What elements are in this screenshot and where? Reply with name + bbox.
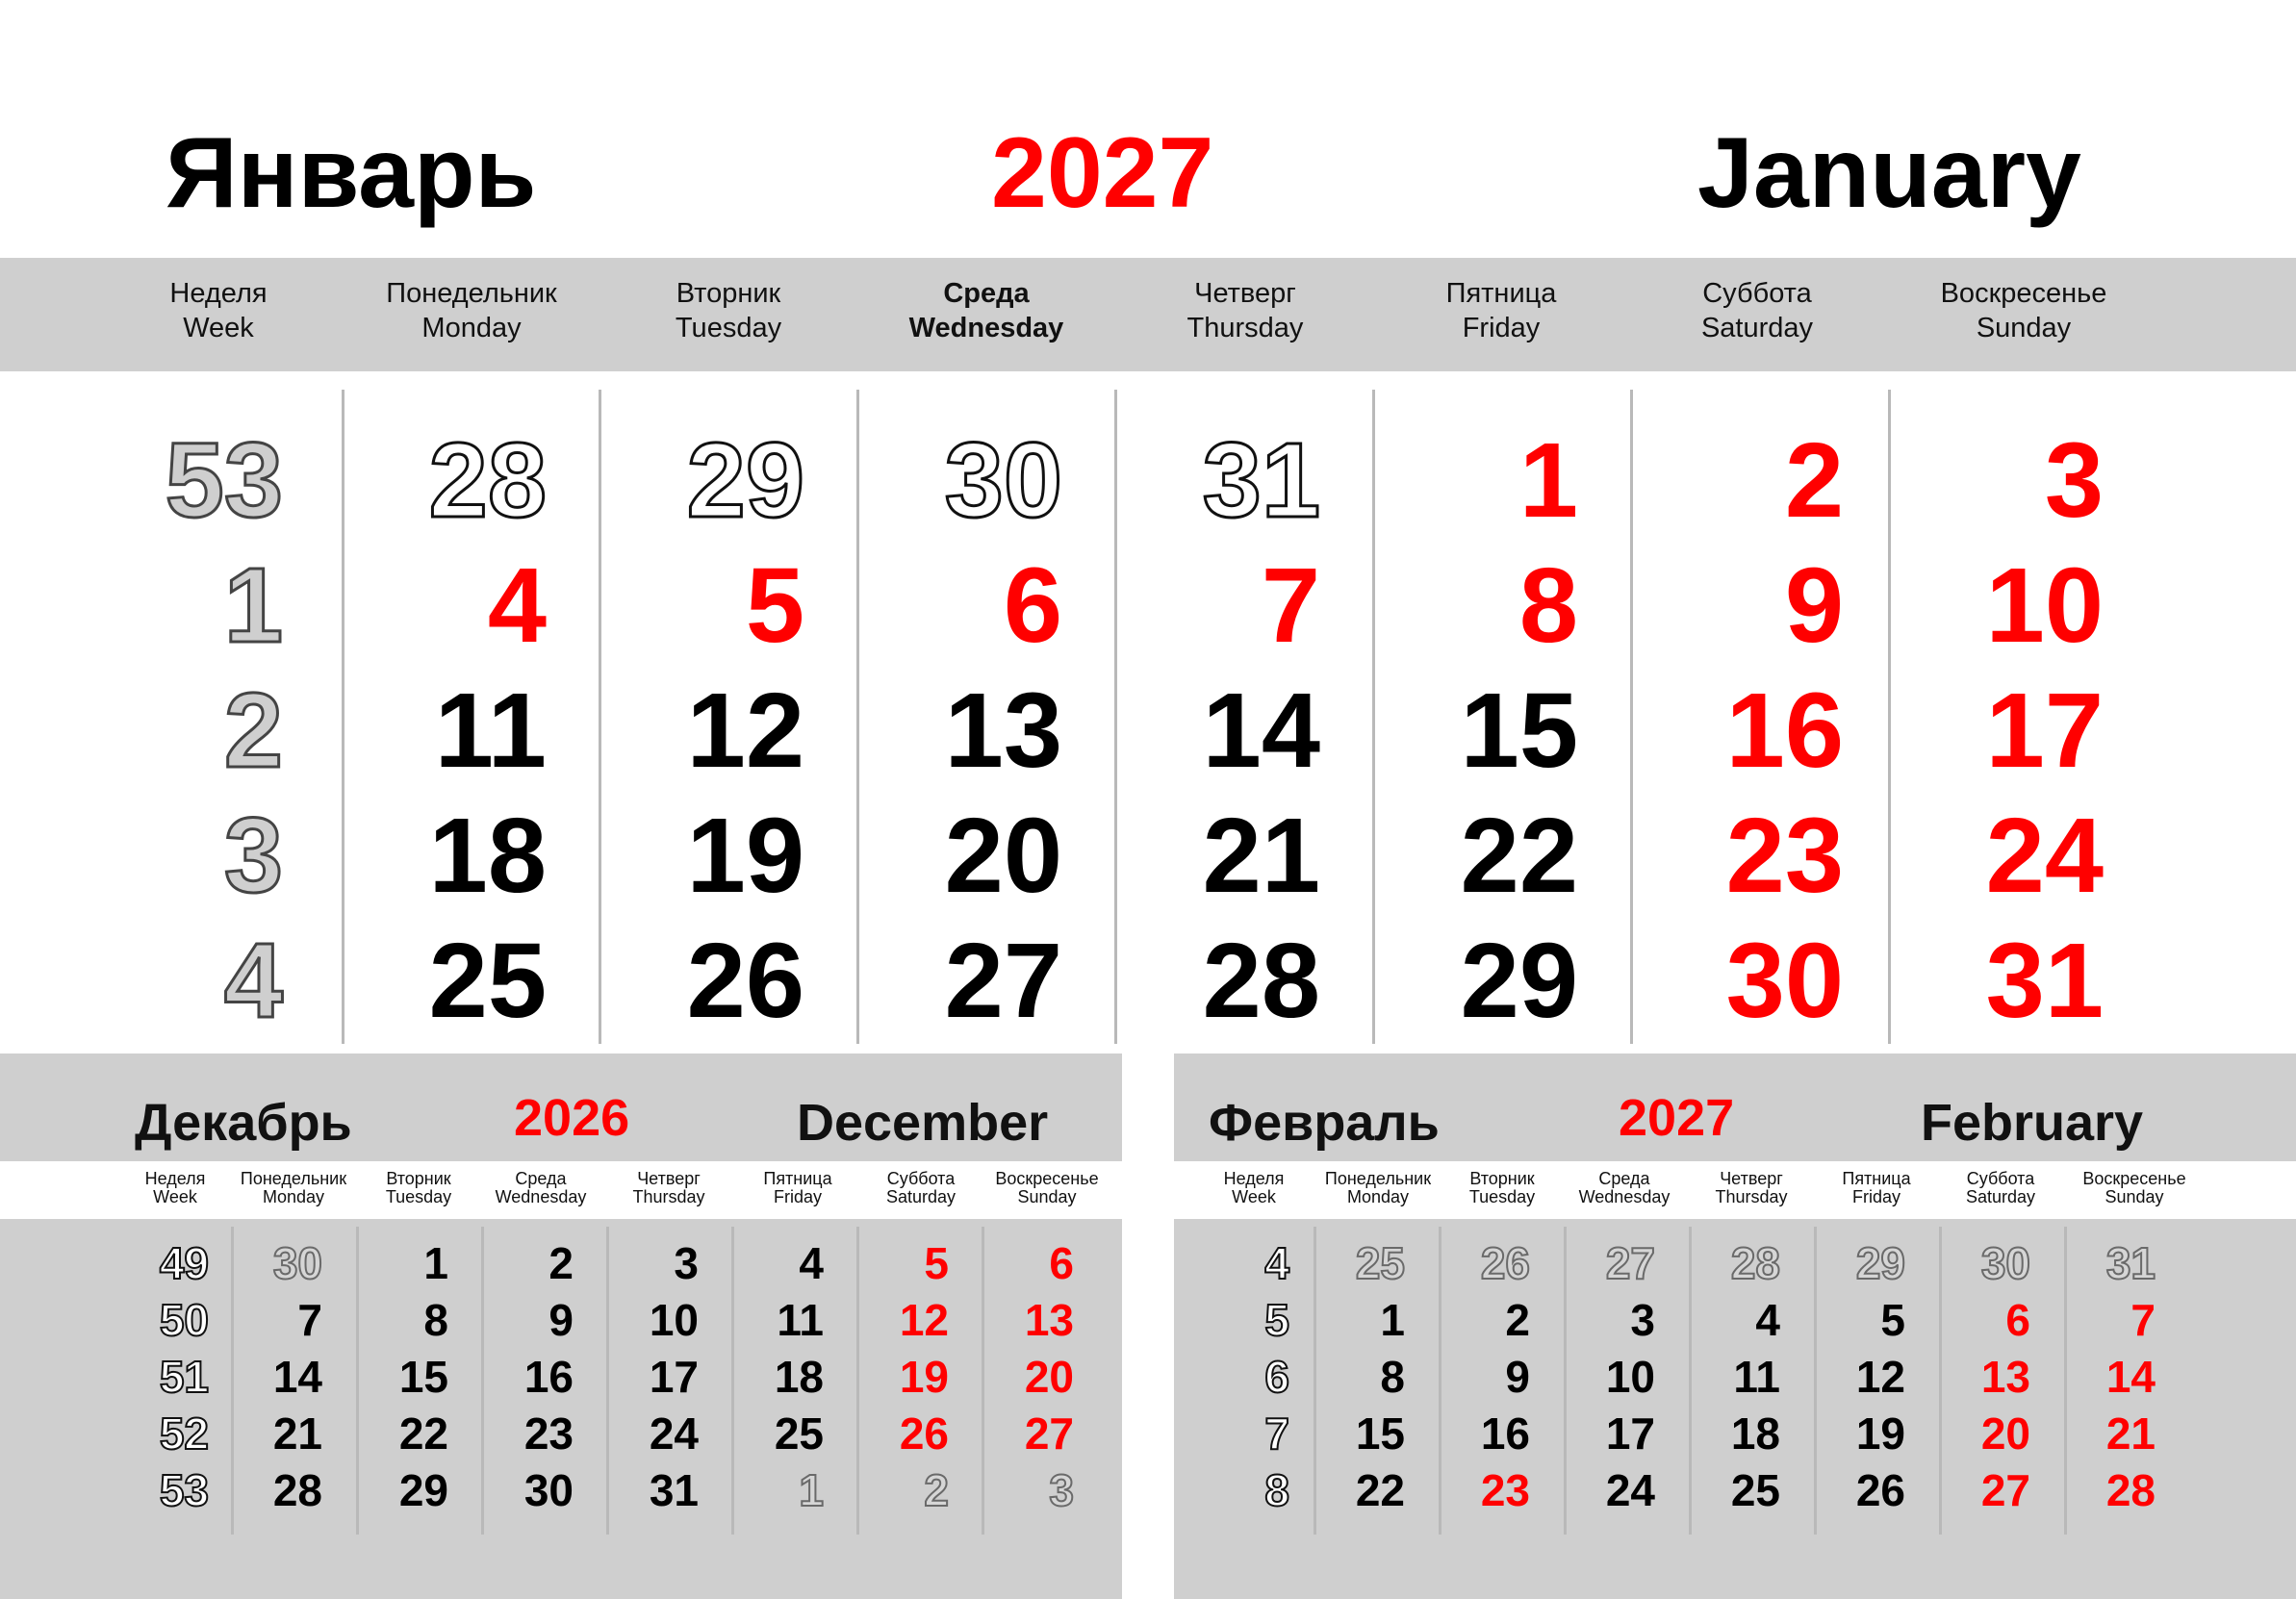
day-cell: 8 [1518, 546, 1578, 665]
column-divider [856, 390, 859, 1044]
day-cell: 31 [649, 1465, 699, 1515]
day-cell-outside: 1 [799, 1465, 824, 1515]
weekday-label-en: Wednesday [1578, 1187, 1671, 1206]
week-number: 53 [165, 421, 283, 540]
weekday-label-en: Tuesday [1468, 1187, 1536, 1206]
day-cell-outside: 27 [1605, 1238, 1655, 1288]
week-number: 7 [1264, 1409, 1289, 1459]
day-cell: 18 [774, 1352, 824, 1402]
day-cell: 24 [1985, 797, 2104, 915]
day-cell: 21 [272, 1409, 322, 1459]
weekday-label-en: Friday [1462, 313, 1541, 343]
december-title-en: December [797, 1094, 1049, 1152]
weekday-label-en: Sunday [1017, 1187, 1077, 1206]
day-cell: 26 [686, 922, 804, 1040]
weekday-label-ru: Неделя [144, 1169, 206, 1188]
weekday-label-en: Thursday [1715, 1187, 1788, 1206]
weekday-label-ru: Понедельник [240, 1169, 347, 1188]
day-cell: 14 [2105, 1352, 2156, 1402]
week-number: 51 [159, 1352, 209, 1402]
day-cell: 23 [523, 1409, 574, 1459]
day-cell-outside: 28 [428, 421, 547, 540]
day-cell-outside: 29 [686, 421, 804, 540]
day-cell: 5 [1880, 1295, 1905, 1345]
day-cell: 3 [2044, 421, 2104, 540]
day-cell: 3 [674, 1238, 699, 1288]
day-cell: 6 [1003, 546, 1062, 665]
day-cell: 15 [1355, 1409, 1405, 1459]
weekday-label-en: Thursday [1186, 313, 1304, 343]
day-cell: 14 [1202, 672, 1320, 790]
february-year: 2027 [1619, 1089, 1735, 1147]
weekday-label-en: Wednesday [495, 1187, 587, 1206]
weekday-label-en: Saturday [1965, 1187, 2036, 1206]
weekday-label-en: Friday [773, 1187, 822, 1206]
week-number: 2 [223, 672, 283, 790]
weekday-label-ru: Среда [943, 278, 1030, 309]
day-cell: 11 [1733, 1352, 1780, 1402]
day-cell: 17 [649, 1352, 699, 1402]
day-cell: 27 [1024, 1409, 1074, 1459]
weekday-label-en: Sunday [1976, 313, 2072, 343]
weekday-label-ru: Четверг [1194, 278, 1296, 309]
week-number: 50 [159, 1295, 209, 1345]
day-cell-outside: 28 [1730, 1238, 1780, 1288]
weekday-label-ru: Воскресенье [2082, 1169, 2186, 1188]
day-cell: 19 [899, 1352, 949, 1402]
day-cell: 10 [1605, 1352, 1655, 1402]
day-cell: 19 [686, 797, 804, 915]
day-cell: 10 [1985, 546, 2104, 665]
day-cell: 24 [649, 1409, 699, 1459]
day-cell: 15 [1460, 672, 1578, 790]
day-cell: 1 [423, 1238, 448, 1288]
day-cell: 9 [1784, 546, 1844, 665]
day-cell: 7 [2130, 1295, 2156, 1345]
day-cell: 1 [1518, 421, 1578, 540]
day-cell: 30 [523, 1465, 574, 1515]
day-cell: 9 [1505, 1352, 1530, 1402]
weekday-label-en: Tuesday [385, 1187, 452, 1206]
day-cell-outside: 26 [1480, 1238, 1530, 1288]
column-divider [1372, 390, 1375, 1044]
weekday-label-en: Wednesday [908, 313, 1064, 343]
week-number: 52 [159, 1409, 209, 1459]
day-cell-outside: 30 [272, 1238, 322, 1288]
weekday-label-ru: Четверг [1720, 1169, 1783, 1188]
day-cell: 16 [523, 1352, 574, 1402]
weekday-label-ru: Пятница [763, 1169, 832, 1188]
week-number: 6 [1264, 1352, 1289, 1402]
day-cell: 2 [548, 1238, 574, 1288]
day-cell: 6 [1049, 1238, 1074, 1288]
weekday-label-en: Tuesday [675, 313, 782, 343]
day-cell: 21 [1202, 797, 1320, 915]
day-cell: 21 [2105, 1409, 2156, 1459]
day-cell: 13 [1980, 1352, 2030, 1402]
weekday-label-en: Thursday [632, 1187, 705, 1206]
day-cell: 22 [1460, 797, 1578, 915]
december-title-ru: Декабрь [135, 1094, 352, 1152]
weekday-label-ru: Среда [515, 1169, 567, 1188]
day-cell: 26 [1855, 1465, 1905, 1515]
weekday-label-en: Sunday [2105, 1187, 2164, 1206]
weekday-label-ru: Понедельник [386, 278, 557, 309]
weekday-label-en: Monday [1346, 1187, 1410, 1206]
weekday-label-en: Week [183, 313, 254, 343]
weekday-label-ru: Понедельник [1324, 1169, 1432, 1188]
week-number: 8 [1264, 1465, 1289, 1515]
day-cell: 29 [398, 1465, 448, 1515]
column-divider [1114, 390, 1117, 1044]
day-cell: 25 [428, 922, 547, 1040]
day-cell: 22 [398, 1409, 448, 1459]
day-cell: 14 [272, 1352, 322, 1402]
day-cell: 20 [1980, 1409, 2030, 1459]
main-title-ru: Январь [166, 117, 537, 229]
weekday-label-ru: Суббота [1702, 278, 1812, 309]
day-cell-outside: 29 [1855, 1238, 1905, 1288]
day-cell: 28 [272, 1465, 322, 1515]
weekday-label-en: Friday [1851, 1187, 1901, 1206]
day-cell: 17 [1985, 672, 2104, 790]
day-cell: 28 [1202, 922, 1320, 1040]
day-cell: 6 [2005, 1295, 2030, 1345]
day-cell: 12 [899, 1295, 949, 1345]
weekday-label-ru: Суббота [886, 1169, 956, 1188]
day-cell: 8 [423, 1295, 448, 1345]
main-year: 2027 [991, 117, 1214, 229]
day-cell: 17 [1605, 1409, 1655, 1459]
day-cell: 31 [1985, 922, 2104, 1040]
weekday-label-ru: Неделя [1223, 1169, 1285, 1188]
day-cell: 5 [924, 1238, 949, 1288]
weekday-label-ru: Воскресенье [1940, 278, 2107, 309]
day-cell: 8 [1380, 1352, 1405, 1402]
day-cell: 4 [1755, 1295, 1780, 1345]
december-year: 2026 [514, 1089, 630, 1147]
day-cell: 18 [1730, 1409, 1780, 1459]
day-cell: 15 [398, 1352, 448, 1402]
day-cell: 7 [1261, 546, 1320, 665]
day-cell: 12 [686, 672, 804, 790]
week-number: 4 [223, 922, 283, 1040]
weekday-label-ru: Четверг [637, 1169, 701, 1188]
day-cell: 25 [1730, 1465, 1780, 1515]
weekday-label-ru: Неделя [169, 278, 268, 309]
weekday-label-en: Monday [262, 1187, 325, 1206]
weekday-label-en: Week [1232, 1187, 1276, 1206]
column-divider [599, 390, 601, 1044]
day-cell: 18 [428, 797, 547, 915]
week-number: 3 [223, 797, 283, 915]
day-cell: 10 [649, 1295, 699, 1345]
day-cell: 12 [1855, 1352, 1905, 1402]
column-divider [1888, 390, 1891, 1044]
weekday-label-ru: Пятница [1842, 1169, 1911, 1188]
weekday-label-ru: Пятница [1445, 278, 1557, 309]
day-cell: 4 [799, 1238, 824, 1288]
day-cell: 2 [1505, 1295, 1530, 1345]
day-cell: 25 [774, 1409, 824, 1459]
day-cell: 11 [434, 672, 547, 790]
day-cell-outside: 30 [1980, 1238, 2030, 1288]
day-cell-outside: 2 [924, 1465, 949, 1515]
weekday-label-en: Monday [421, 313, 522, 343]
day-cell-outside: 31 [2105, 1238, 2156, 1288]
column-divider [342, 390, 344, 1044]
day-cell: 24 [1605, 1465, 1655, 1515]
day-cell: 19 [1855, 1409, 1905, 1459]
day-cell: 16 [1725, 672, 1844, 790]
column-divider [1630, 390, 1633, 1044]
day-cell: 13 [1024, 1295, 1074, 1345]
weekday-label-ru: Вторник [1469, 1169, 1535, 1188]
day-cell: 30 [1725, 922, 1844, 1040]
weekday-label-ru: Вторник [386, 1169, 451, 1188]
day-cell: 26 [899, 1409, 949, 1459]
day-cell: 7 [297, 1295, 322, 1345]
weekday-label-en: Saturday [1700, 313, 1814, 343]
weekday-label-ru: Среда [1598, 1169, 1650, 1188]
day-cell: 27 [1980, 1465, 2030, 1515]
weekday-label-en: Saturday [885, 1187, 957, 1206]
day-cell: 2 [1784, 421, 1844, 540]
day-cell: 29 [1460, 922, 1578, 1040]
day-cell: 11 [777, 1295, 824, 1345]
day-cell: 27 [944, 922, 1062, 1040]
february-month [1174, 1053, 2296, 1599]
week-number: 49 [159, 1238, 209, 1288]
week-number: 53 [159, 1465, 209, 1515]
day-cell: 9 [548, 1295, 574, 1345]
weekday-label-ru: Воскресенье [995, 1169, 1099, 1188]
day-cell: 23 [1480, 1465, 1530, 1515]
february-title-en: February [1921, 1094, 2144, 1152]
day-cell: 23 [1725, 797, 1844, 915]
day-cell: 4 [487, 546, 547, 665]
weekday-label-en: Week [153, 1187, 197, 1206]
main-title-en: January [1697, 117, 2081, 229]
week-number: 5 [1264, 1295, 1289, 1345]
february-title-ru: Февраль [1209, 1094, 1440, 1152]
day-cell: 13 [944, 672, 1062, 790]
day-cell: 3 [1630, 1295, 1655, 1345]
day-cell: 28 [2105, 1465, 2156, 1515]
day-cell: 22 [1355, 1465, 1405, 1515]
day-cell: 20 [944, 797, 1062, 915]
day-cell: 20 [1024, 1352, 1074, 1402]
day-cell-outside: 31 [1202, 421, 1320, 540]
day-cell-outside: 3 [1049, 1465, 1074, 1515]
december-month [0, 1053, 1122, 1599]
week-number: 1 [223, 546, 283, 665]
day-cell: 1 [1380, 1295, 1405, 1345]
day-cell: 5 [745, 546, 804, 665]
day-cell-outside: 30 [944, 421, 1062, 540]
day-cell-outside: 25 [1355, 1238, 1405, 1288]
day-cell: 16 [1480, 1409, 1530, 1459]
weekday-label-ru: Вторник [676, 278, 781, 309]
week-number: 4 [1264, 1238, 1289, 1288]
weekday-label-ru: Суббота [1966, 1169, 2035, 1188]
